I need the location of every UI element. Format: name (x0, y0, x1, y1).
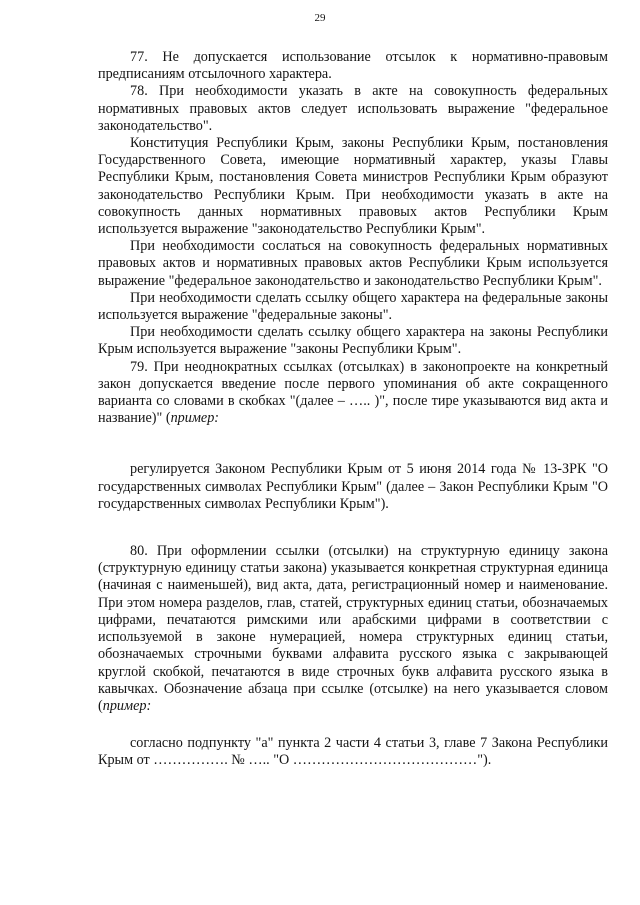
example-label: пример: (170, 410, 220, 427)
paragraph-78: 78. При необходимости указать в акте на совокупность федеральных нормативных правовых актов следует использовать выражение "федеральное законодательство". (98, 83, 608, 134)
paragraph-80 (98, 543, 608, 715)
example-law-reference: регулируется Законом Республики Крым от 5 июня 2014 года № 13-ЗРК "О государственных символах Республики Крым" (далее – Закон Республики Крым "О государственных символах Республики Крым"). (98, 461, 608, 512)
example-subpoint-reference: согласно подпункту "а" пункта 2 части 4 статьи 3, главе 7 Закона Республики Крым от ……………. № ….. "О …………………………………"). (98, 735, 608, 769)
example-label: пример: (102, 697, 152, 714)
paragraph-79 (98, 359, 608, 428)
paragraph-federal-laws: При необходимости сделать ссылку общего характера на федеральные законы используется выражение "федеральные законы". (98, 289, 608, 324)
paragraph-79-text: 79. При неоднократных ссылках (отсылках) в законопроекте на конкретный закон допускается введение после первого упоминания об акте сокращенного варианта со словами в скобках "(далее – ….. )", после тире указываются вид акта и название)" ( (98, 358, 608, 427)
document-body (98, 49, 608, 770)
paragraph-rk-laws: При необходимости сделать ссылку общего характера на законы Республики Крым используется выражение "законы Республики Крым". (98, 324, 608, 358)
paragraph-combined-legislation: При необходимости сослаться на совокупность федеральных нормативных правовых актов и нормативных правовых актов Республики Крым используется выражение "федеральное законодательство и законодательство Республики Крым". (98, 238, 608, 289)
paragraph-80-text: 80. При оформлении ссылки (отсылки) на структурную единицу закона (структурную единицу статьи закона) указывается конкретная структурная единица (начиная с наименьшей), вид акта, дата, регистрационный номер и наименование. При этом номера разделов, глав, статей, структурных единиц статьи, обозначаемых цифрами, печатаются римскими или арабскими цифрами в соответствии с используемой в законе нумерацией, номера структурных единиц статьи, обозначаемых строчными буквами алфавита русского языка с закрывающей круглой скобкой, печатаются в виде строчных букв алфавита русского языка в кавычках. Обозначение абзаца при ссылке (отсылке) на него указывается словом ( (98, 543, 608, 714)
paragraph-constitution: Конституция Республики Крым, законы Республики Крым, постановления Государственного Совета, имеющие нормативный характер, указы Главы Республики Крым, постановления Совета министров Республики Крым образуют законодательство Республики Крым. При необходимости указать в акте на совокупность данных нормативных правовых актов Республики Крым используется выражение "законодательство Республики Крым". (98, 135, 608, 238)
page-number: 29 (314, 12, 326, 24)
paragraph-77: 77. Не допускается использование отсылок к нормативно-правовым предписаниям отсылочного характера. (98, 49, 608, 83)
